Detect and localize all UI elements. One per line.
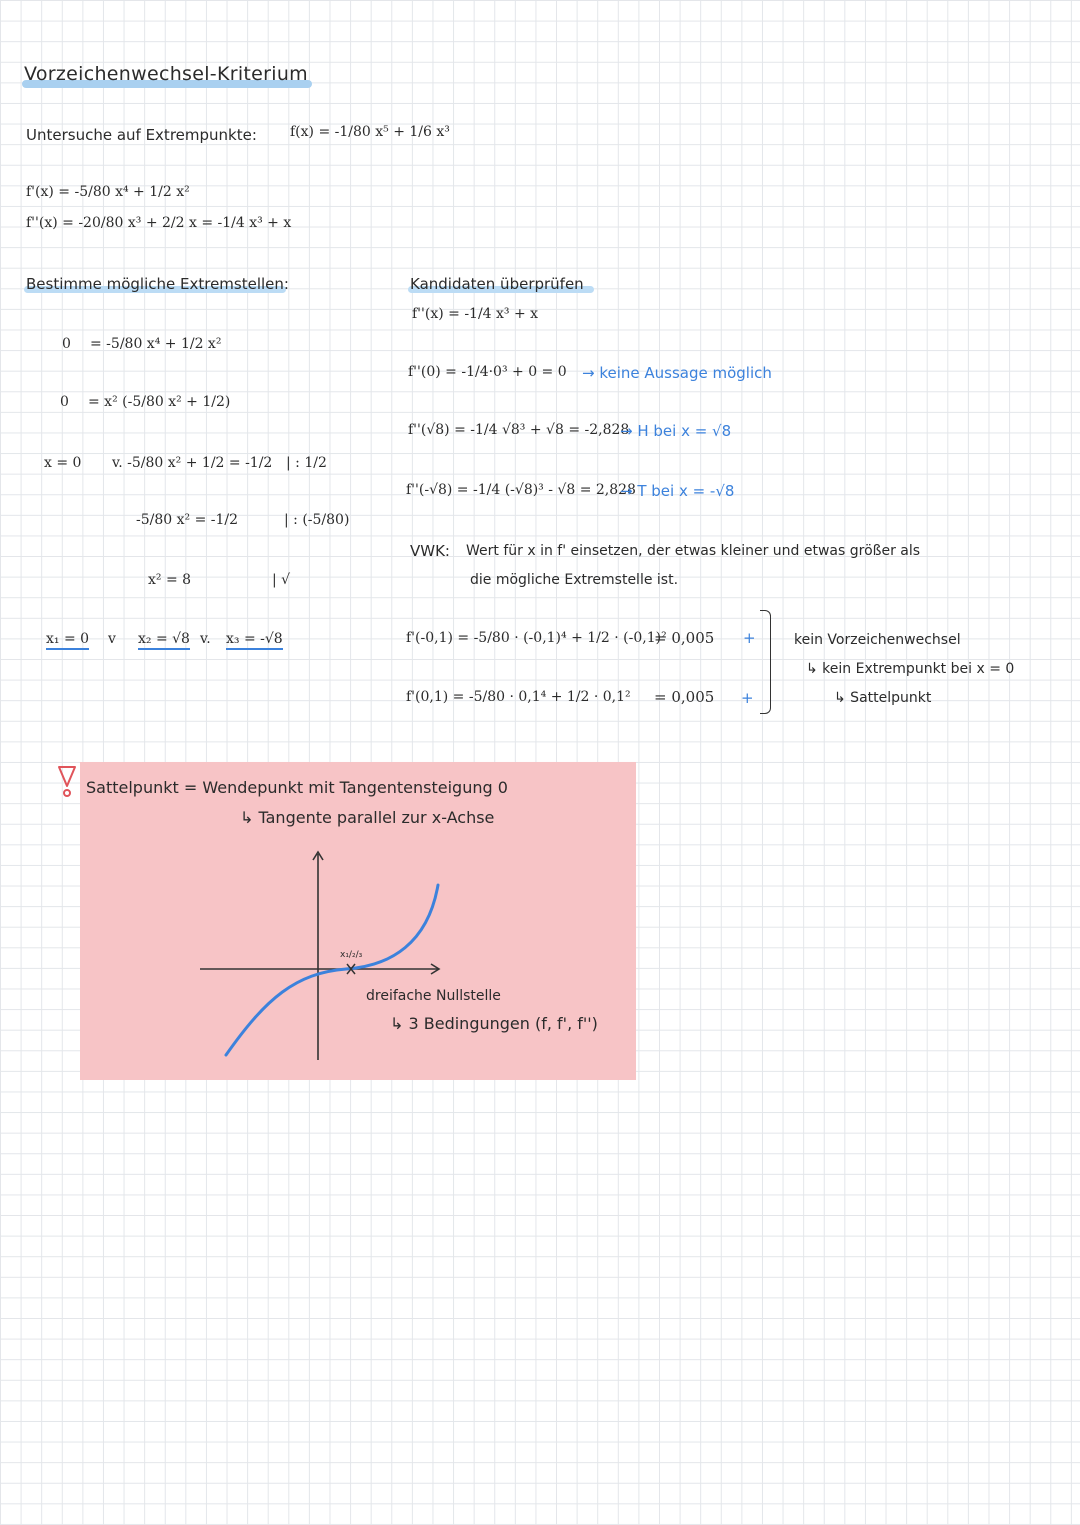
solution-x1: x₁ = 0 xyxy=(46,631,89,650)
warning-icon xyxy=(56,764,78,798)
right-heading: Kandidaten überprüfen xyxy=(410,275,584,293)
step-5-op: | √ xyxy=(272,572,291,588)
test-2-sign: + xyxy=(741,689,754,707)
check-2-result: → H bei x = √8 xyxy=(620,422,732,440)
test-1-sign: + xyxy=(743,629,756,647)
vwk-label: VWK: xyxy=(410,542,450,560)
graph-caption-1: dreifache Nullstelle xyxy=(366,988,501,1004)
conclusion-line-3: ↳ Sattelpunkt xyxy=(834,690,932,706)
step-5-mid: x² = 8 xyxy=(148,572,192,588)
left-heading: Bestimme mögliche Extremstellen: xyxy=(26,275,289,293)
step-2-rhs: = x² (-5/80 x² + 1/2) xyxy=(88,394,231,410)
note-line-1: Sattelpunkt = Wendepunkt mit Tangentensteigung 0 xyxy=(86,778,508,797)
conclusion-line-2: ↳ kein Extrempunkt bei x = 0 xyxy=(806,661,1015,677)
step-2-lhs: 0 xyxy=(60,394,69,410)
step-4-mid: -5/80 x² = -1/2 xyxy=(136,512,239,528)
solution-or-1: v xyxy=(108,631,116,647)
step-3-mid: v. -5/80 x² + 1/2 = -1/2 xyxy=(112,455,273,471)
first-derivative: f'(x) = -5/80 x⁴ + 1/2 x² xyxy=(26,184,190,200)
solution-or-2: v. xyxy=(200,631,211,647)
check-3-expr: f''(-√8) = -1/4 (-√8)³ - √8 = 2,828 xyxy=(406,482,636,498)
step-1-lhs: 0 xyxy=(62,336,71,352)
intro-label: Untersuche auf Extrempunkte: xyxy=(26,126,257,144)
test-2-value: = 0,005 xyxy=(654,688,715,706)
check-1-expr: f''(0) = -1/4·0³ + 0 = 0 xyxy=(408,364,567,380)
check-3-result: → T bei x = -√8 xyxy=(620,482,735,500)
vwk-text-line-1: Wert für x in f' einsetzen, der etwas kleiner und etwas größer als xyxy=(466,543,921,559)
step-3-op: | : 1/2 xyxy=(286,455,327,471)
check-1-result: → keine Aussage möglich xyxy=(582,364,772,382)
solution-x2: x₂ = √8 xyxy=(138,631,190,650)
test-1-expr: f'(-0,1) = -5/80 · (-0,1)⁴ + 1/2 · (-0,1)² xyxy=(406,630,667,646)
function-definition: f(x) = -1/80 x⁵ + 1/6 x³ xyxy=(290,124,450,140)
step-3-lhs: x = 0 xyxy=(44,455,82,471)
conclusion-line-1: kein Vorzeichenwechsel xyxy=(794,632,961,648)
note-line-2: ↳ Tangente parallel zur x-Achse xyxy=(240,808,495,827)
step-1-rhs: = -5/80 x⁴ + 1/2 x² xyxy=(90,336,222,352)
right-second-derivative: f''(x) = -1/4 x³ + x xyxy=(412,306,539,322)
graph-caption-2: ↳ 3 Bedingungen (f, f', f'') xyxy=(390,1014,598,1033)
page-title: Vorzeichenwechsel-Kriterium xyxy=(24,63,308,85)
check-2-expr: f''(√8) = -1/4 √8³ + √8 = -2,828 xyxy=(408,422,630,438)
test-2-expr: f'(0,1) = -5/80 · 0,1⁴ + 1/2 · 0,1² xyxy=(406,689,631,705)
solution-x3: x₃ = -√8 xyxy=(226,631,283,650)
test-1-value: = 0,005 xyxy=(654,629,715,647)
second-derivative: f''(x) = -20/80 x³ + 2/2 x = -1/4 x³ + x xyxy=(26,215,292,231)
vwk-text-line-2: die mögliche Extremstelle ist. xyxy=(470,572,679,588)
step-4-op: | : (-5/80) xyxy=(284,512,350,528)
brace xyxy=(760,610,771,714)
point-label: x₁/₂/₃ xyxy=(340,950,363,960)
